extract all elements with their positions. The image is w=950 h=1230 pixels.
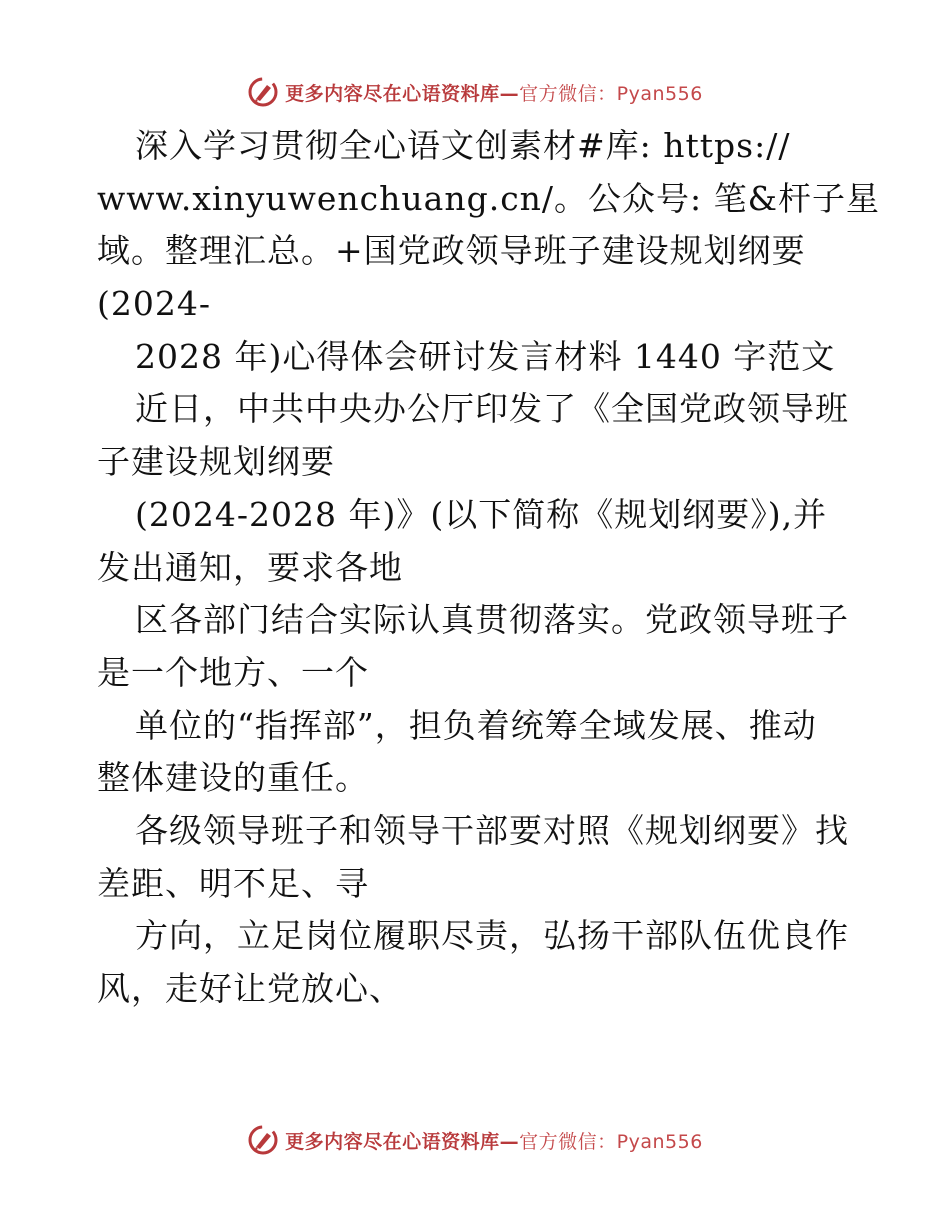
text-line: 各级领导班子和领导干部要对照《规划纲要》找 [135, 810, 849, 850]
text-line: (2024- [97, 284, 212, 324]
text-line: 子建设规划纲要 [97, 442, 335, 482]
text-line: www.xinyuwenchuang.cn/。公众号: 笔&杆子星 [97, 178, 881, 218]
header-watermark-text: 更多内容尽在心语资料库—官方微信：Pyan556 [285, 82, 703, 105]
text-line: 是一个地方、一个 [97, 652, 369, 692]
text-line: 单位的“指挥部”，担负着统筹全域发展、推动 [135, 705, 817, 745]
text-line: 近日，中共中央办公厅印发了《全国党政领导班 [135, 389, 849, 429]
footer-watermark-text: 更多内容尽在心语资料库—官方微信：Pyan556 [285, 1130, 703, 1153]
ink-pen-seal-icon [247, 1124, 279, 1156]
text-line: 风，走好让党放心、 [97, 969, 403, 1008]
text-line: 深入学习贯彻全心语文创素材#库: https:// [135, 126, 791, 165]
document-body [97, 120, 881, 1016]
footer-watermark [0, 1120, 950, 1160]
text-line: 区各部门结合实际认真贯彻落实。党政领导班子 [135, 600, 849, 640]
text-line: 发出通知，要求各地 [97, 547, 403, 587]
header-watermark [0, 72, 950, 112]
text-line: 域。整理汇总。+国党政领导班子建设规划纲要 [97, 231, 806, 271]
text-line: 差距、明不足、寻 [97, 863, 369, 903]
text-line: 2028 年)心得体会研讨发言材料 1440 字范文 [135, 336, 836, 376]
text-line: 方向，立足岗位履职尽责，弘扬干部队伍优良作 [135, 916, 849, 956]
text-line: (2024-2028 年)》(以下简称《规划纲要》),并 [135, 494, 828, 534]
text-line: 整体建设的重任。 [97, 758, 369, 798]
ink-pen-seal-icon [247, 76, 279, 108]
